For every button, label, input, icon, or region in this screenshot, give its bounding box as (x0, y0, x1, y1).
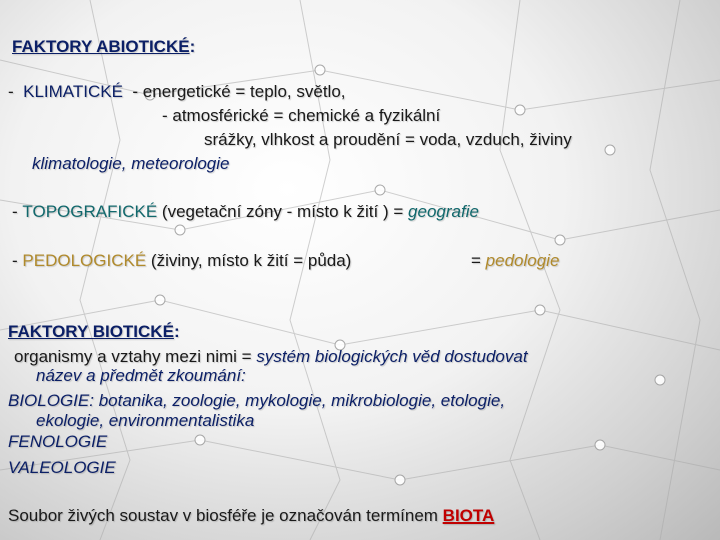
biotic-line-1 (14, 347, 528, 367)
pedologic-equals: = (471, 251, 481, 270)
biotic-line-3: BIOLOGIE: botanika, zoologie, mykologie, mikrobiologie, etologie, (8, 391, 506, 410)
abiotic-heading-label: FAKTORY ABIOTICKÉ (12, 37, 190, 56)
biotic-organisms: organismy a vztahy mezi nimi = (14, 347, 252, 366)
pedologic-line (12, 251, 351, 271)
climatic-dash: - (8, 82, 14, 101)
pedologic-description: (živiny, místo k žití = půda) (150, 251, 352, 270)
pedologic-result (471, 251, 559, 271)
footer-line (8, 506, 494, 526)
biotic-heading (8, 322, 180, 342)
biotic-heading-colon: : (173, 322, 180, 341)
climatic-label: KLIMATICKÉ (23, 82, 123, 101)
climatic-line-3: srážky, vlhkost a proudění = voda, vzduch, živiny (204, 130, 572, 149)
topographic-science: geografie (408, 202, 479, 221)
climatic-sciences: klimatologie, meteorologie (32, 154, 230, 173)
topographic-label: TOPOGRAFICKÉ (22, 202, 158, 221)
biotic-line-5: FENOLOGIE (8, 432, 108, 451)
biotic-line-2: název a předmět zkoumání: (36, 366, 246, 385)
topographic-dash: - (12, 202, 18, 221)
topographic-description: (vegetační zóny - místo k žití ) = (161, 202, 404, 221)
climatic-line-1 (8, 82, 346, 102)
climatic-energetic: - energetické = teplo, světlo, (132, 82, 346, 101)
biotic-system: systém biologických věd dostudovat (256, 347, 528, 366)
footer-text: Soubor živých soustav v biosféře je označován termínem (8, 506, 438, 525)
biotic-heading-label: FAKTORY BIOTICKÉ (8, 322, 174, 341)
abiotic-heading (12, 37, 195, 57)
pedologic-science: pedologie (485, 251, 560, 270)
biotic-line-6: VALEOLOGIE (8, 458, 116, 477)
topographic-line (12, 202, 479, 222)
pedologic-dash: - (12, 251, 18, 270)
abiotic-heading-colon: : (189, 37, 196, 56)
biotic-line-4: ekologie, environmentalistika (36, 411, 255, 430)
footer-term: BIOTA (442, 506, 495, 525)
climatic-line-2: - atmosférické = chemické a fyzikální (162, 106, 441, 125)
pedologic-label: PEDOLOGICKÉ (22, 251, 147, 270)
